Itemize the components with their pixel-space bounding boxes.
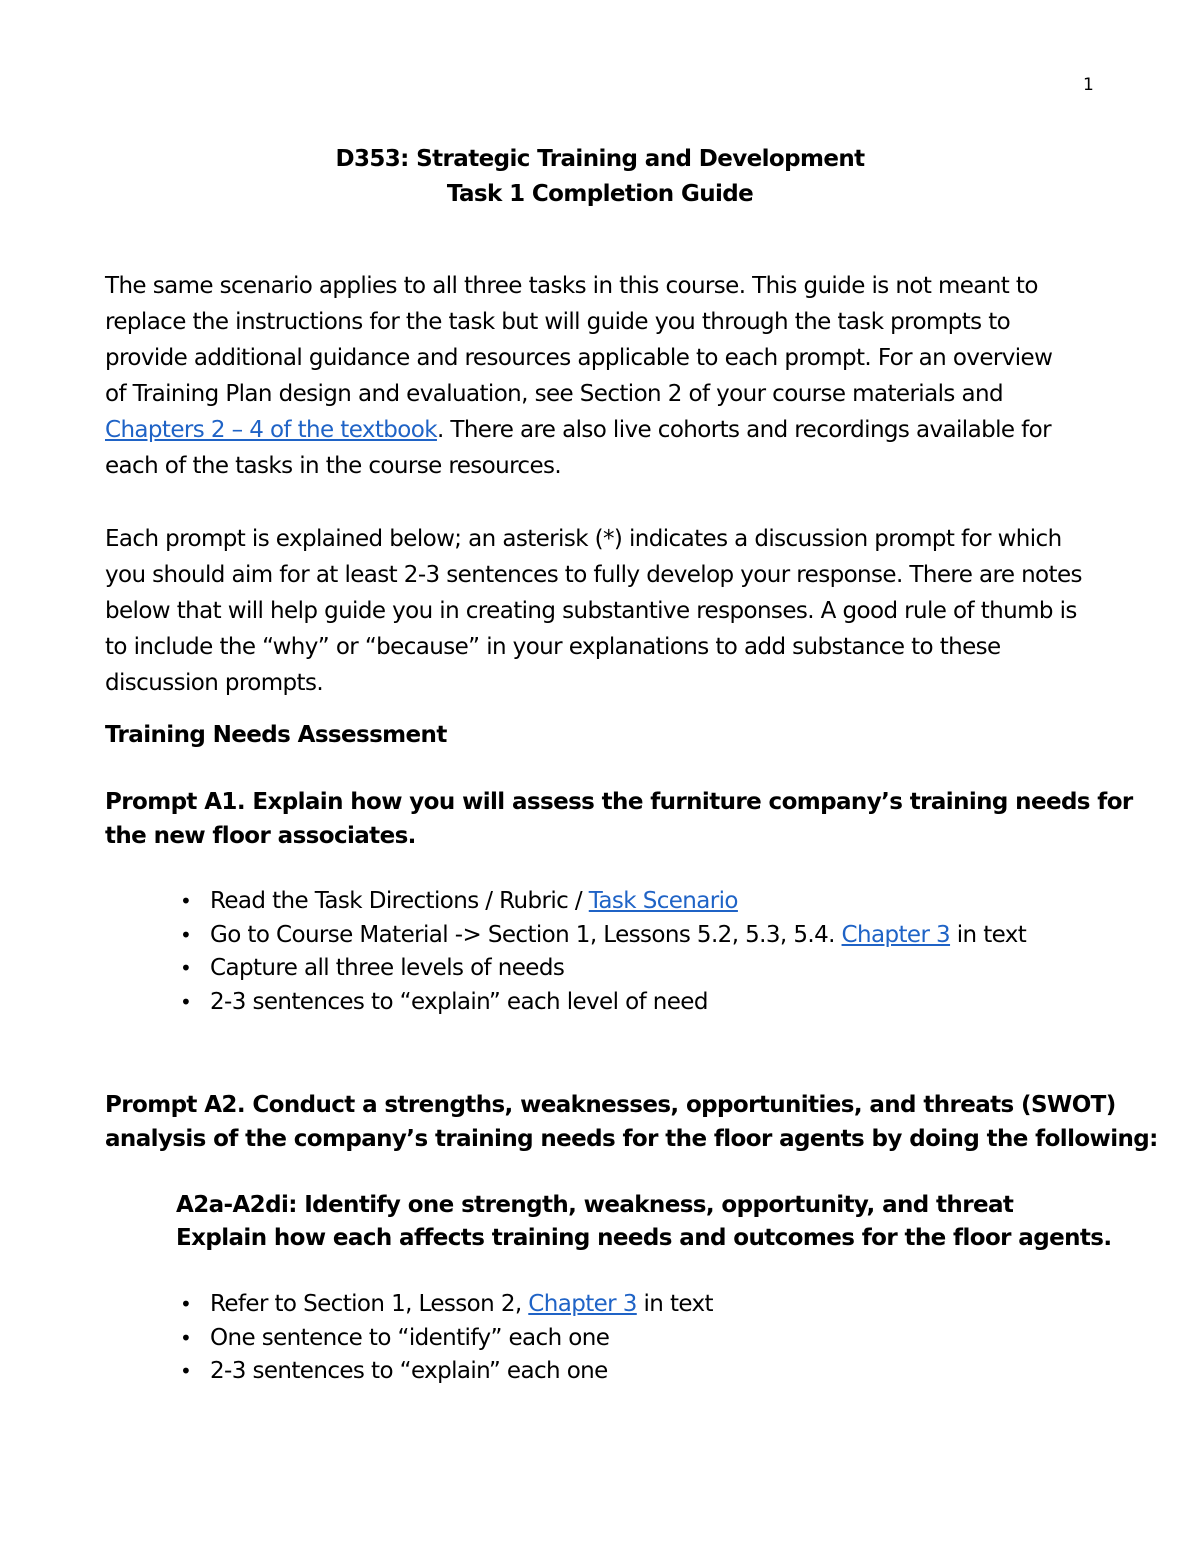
list-item bbox=[180, 919, 1027, 953]
section-heading: Training Needs Assessment bbox=[105, 722, 447, 748]
bullet-icon: • bbox=[180, 1359, 192, 1383]
prompt-a2-subheading-cont: Explain how each affects training needs and outcomes for the floor agents. bbox=[176, 1225, 1112, 1251]
intro-line-text: . There are also live cohorts and recordings available for bbox=[436, 417, 1051, 443]
bullet-icon: • bbox=[180, 956, 192, 980]
bullet-icon: • bbox=[180, 989, 192, 1014]
list-item bbox=[180, 1288, 713, 1322]
list-item-text: in text bbox=[950, 921, 1027, 948]
bullet-icon: • bbox=[180, 889, 192, 913]
list-item-text: Refer to Section 1, Lesson 2, bbox=[210, 1291, 529, 1317]
intro-line: each of the tasks in the course resources. bbox=[105, 453, 562, 479]
document-subtitle: Task 1 Completion Guide bbox=[446, 181, 754, 207]
prompt-a1-heading-cont: the new floor associates. bbox=[105, 823, 416, 849]
list-item-text: Capture all three levels of needs bbox=[210, 955, 565, 981]
list-item bbox=[180, 1355, 713, 1389]
prompt-a1-heading: Prompt A1. Explain how you will assess the furniture company’s training needs for bbox=[105, 789, 1133, 815]
intro-line bbox=[105, 412, 1051, 448]
task-scenario-link[interactable]: Task Scenario bbox=[588, 888, 738, 914]
list-item-text: in text bbox=[636, 1291, 713, 1317]
list-item bbox=[180, 1322, 713, 1356]
chapter-3-link[interactable]: Chapter 3 bbox=[841, 921, 951, 948]
bullet-icon: • bbox=[180, 922, 192, 947]
list-item-text: 2-3 sentences to “explain” each one bbox=[210, 1358, 608, 1384]
bullet-icon: • bbox=[180, 1325, 192, 1350]
instructions-line: below that will help guide you in creating substantive responses. A good rule of thumb is bbox=[105, 598, 1077, 624]
instructions-line: discussion prompts. bbox=[105, 670, 324, 696]
page-number: 1 bbox=[1083, 75, 1094, 95]
list-item-text: 2-3 sentences to “explain” each level of need bbox=[210, 988, 708, 1015]
prompt-a2-bullets bbox=[180, 1288, 713, 1389]
intro-line: of Training Plan design and evaluation, see Section 2 of your course materials and bbox=[105, 381, 1003, 407]
textbook-chapters-link[interactable]: Chapters 2 – 4 of the textbook bbox=[105, 417, 437, 443]
list-item bbox=[180, 986, 1026, 1020]
intro-line: replace the instructions for the task but will guide you through the task prompts to bbox=[105, 309, 1011, 335]
prompt-a2-heading: Prompt A2. Conduct a strengths, weaknesses, opportunities, and threats (SWOT) bbox=[105, 1092, 1116, 1118]
list-item bbox=[180, 885, 1026, 919]
intro-line: provide additional guidance and resources applicable to each prompt. For an overview bbox=[105, 345, 1053, 371]
document-title: D353: Strategic Training and Development bbox=[335, 146, 865, 172]
intro-line: The same scenario applies to all three tasks in this course. This guide is not meant to bbox=[105, 273, 1038, 299]
chapter-3-link[interactable]: Chapter 3 bbox=[528, 1291, 637, 1317]
instructions-line: you should aim for at least 2-3 sentences to fully develop your response. There are notes bbox=[105, 562, 1082, 588]
prompt-a1-bullets bbox=[180, 885, 1027, 1019]
instructions-line: Each prompt is explained below; an asterisk (*) indicates a discussion prompt for which bbox=[105, 526, 1062, 552]
prompt-a2-heading-cont: analysis of the company’s training needs for the floor agents by doing the following: bbox=[105, 1126, 1158, 1152]
instructions-line: to include the “why” or “because” in your explanations to add substance to these bbox=[105, 634, 1001, 660]
prompt-a2-subheading: A2a-A2di: Identify one strength, weakness, opportunity, and threat bbox=[176, 1192, 1014, 1218]
list-item-text: One sentence to “identify” each one bbox=[210, 1324, 610, 1351]
list-item bbox=[180, 952, 1026, 986]
list-item-text: Go to Course Material -> Section 1, Lessons 5.2, 5.3, 5.4. bbox=[210, 921, 842, 948]
bullet-icon: • bbox=[180, 1292, 192, 1316]
list-item-text: Read the Task Directions / Rubric / bbox=[210, 888, 589, 914]
